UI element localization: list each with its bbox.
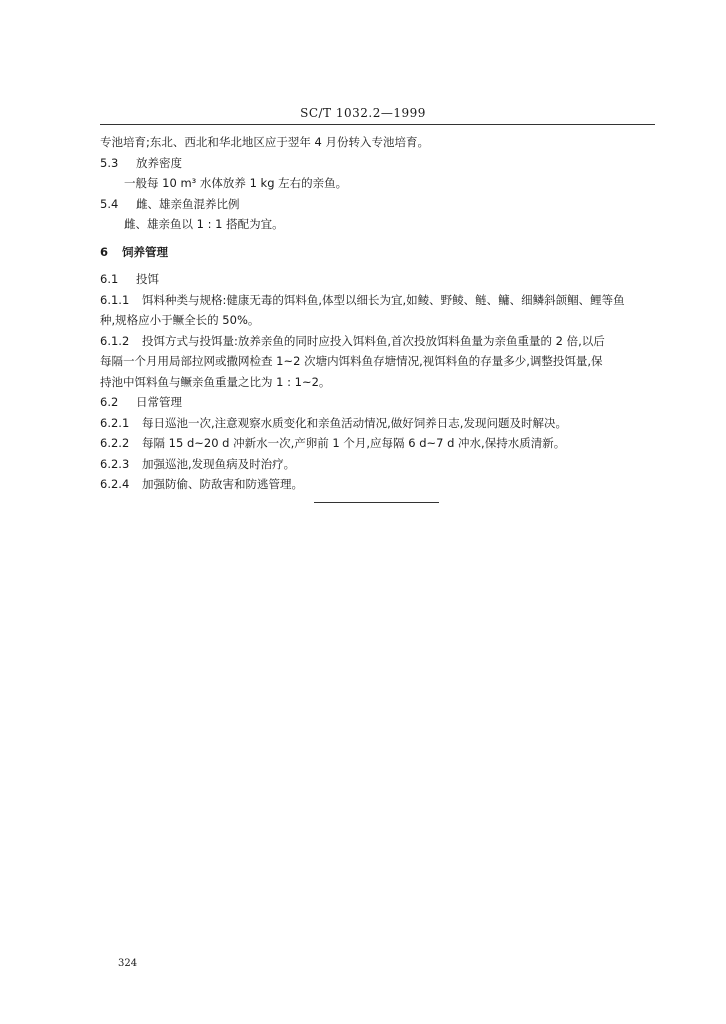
section-6-1-2-line-2: 每隔一个月用局部拉网或撒网检查 1~2 次塘内饵料鱼存塘情况,视饵料鱼的存量多少,调整投饵量,保 bbox=[100, 354, 603, 368]
section-number: 6.2.2 bbox=[100, 436, 130, 450]
section-6-1-1-line-1 bbox=[100, 290, 660, 311]
section-6-1-2-line-1 bbox=[100, 331, 660, 352]
section-6-2-heading bbox=[100, 392, 660, 413]
section-number: 5.3 bbox=[100, 155, 119, 170]
document-body bbox=[100, 132, 660, 495]
section-5-4-heading bbox=[100, 194, 660, 215]
section-number: 6.1.2 bbox=[100, 333, 130, 348]
section-6-1-heading bbox=[100, 269, 660, 290]
section-title: 日常管理 bbox=[136, 395, 182, 409]
section-title: 投饵 bbox=[136, 272, 159, 286]
chapter-title: 饲养管理 bbox=[122, 244, 168, 259]
paragraph-text: 饵料种类与规格:健康无毒的饵料鱼,体型以细长为宜,如鲮、野鲮、鲢、鳙、细鳞斜颌鲴、鲤等鱼 bbox=[142, 292, 625, 307]
section-title: 放养密度 bbox=[136, 155, 182, 170]
section-number: 6.2 bbox=[100, 395, 119, 409]
section-5-4-text: 雌、雄亲鱼以 1 : 1 搭配为宜。 bbox=[124, 217, 284, 231]
section-title: 雌、雄亲鱼混养比例 bbox=[136, 196, 240, 211]
section-6-1-2-line-3: 持池中饵料鱼与鳜亲鱼重量之比为 1 : 1~2。 bbox=[100, 374, 331, 389]
paragraph-text: 加强防偷、防敌害和防逃管理。 bbox=[142, 477, 303, 491]
paragraph-text: 每日巡池一次,注意观察水质变化和亲鱼活动情况,做好饲养日志,发现问题及时解决。 bbox=[142, 415, 567, 430]
section-5-3-text: 一般每 10 m³ 水体放养 1 kg 左右的亲鱼。 bbox=[124, 176, 348, 190]
section-6-2-1 bbox=[100, 413, 660, 434]
section-number: 5.4 bbox=[100, 196, 119, 211]
paragraph-text: 每隔 15 d~20 d 冲新水一次,产卵前 1 个月,应每隔 6 d~7 d 冲水,保持水质清新。 bbox=[142, 436, 566, 450]
standard-code-header: SC/T 1032.2—1999 bbox=[300, 106, 426, 120]
section-6-2-2 bbox=[100, 433, 660, 454]
section-number: 6.2.4 bbox=[100, 477, 130, 491]
paragraph-text: 加强巡池,发现鱼病及时治疗。 bbox=[142, 456, 296, 471]
section-number: 6.2.1 bbox=[100, 415, 130, 430]
section-6-2-4 bbox=[100, 474, 660, 495]
section-number: 6.2.3 bbox=[100, 456, 130, 471]
continuation-text: 专池培育;东北、西北和华北地区应于翌年 4 月份转入专池培育。 bbox=[100, 135, 429, 149]
section-5-3-heading bbox=[100, 153, 660, 174]
end-of-text-rule bbox=[314, 502, 439, 503]
chapter-6-heading bbox=[100, 242, 660, 263]
section-number: 6.1 bbox=[100, 272, 119, 286]
section-6-2-3 bbox=[100, 454, 660, 475]
paragraph-text: 投饵方式与投饵量:放养亲鱼的同时应投入饵料鱼,首次投放饵料鱼量为亲鱼重量的 2 倍,以后 bbox=[142, 333, 605, 348]
page-number: 324 bbox=[118, 958, 138, 969]
section-number: 6.1.1 bbox=[100, 292, 130, 307]
header-rule bbox=[100, 124, 655, 125]
section-6-1-1-line-2: 种,规格应小于鳜全长的 50%。 bbox=[100, 313, 260, 327]
chapter-number: 6 bbox=[100, 244, 109, 259]
